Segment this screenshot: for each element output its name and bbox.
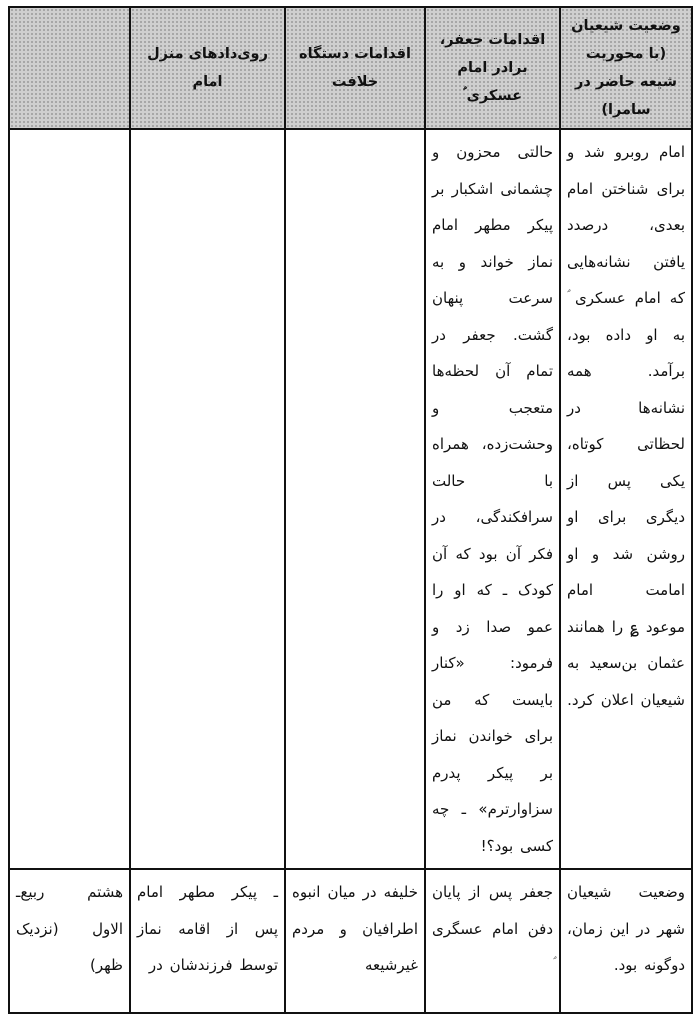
cell-house-events: ـ پیکر مطهر امام پس از اقامه نماز توسط فرزندشان در (130, 869, 285, 1013)
cell-date (9, 129, 130, 869)
header-jafar-actions: اقدامات جعفر، برادر امام عسکری ؑ (425, 7, 560, 129)
cell-house-events (130, 129, 285, 869)
table-header-row (9, 7, 692, 129)
header-house-events: روی‌دادهای منزل امام (130, 7, 285, 129)
cell-date: هشتم ربیع‌ـ الاول (نزدیک ظهر) (9, 869, 130, 1013)
header-caliphate-actions: اقدامات دستگاه خلافت (285, 7, 425, 129)
table-row (9, 129, 692, 869)
table-row (9, 869, 692, 1013)
cell-shia-status: وضعیت شیعیان شهر در این زمان، دوگونه بود. (560, 869, 692, 1013)
events-table (8, 6, 693, 1014)
cell-shia-status: امام روبرو شد و برای شناختن امام بعدی، درصدد یافتن نشانه‌هایی که امام عسکری ؑ به او داده بود، برآمد. همه نشانه‌ها در لحظاتی کوتاه، یکی پس از دیگری برای او روشن شد و او امامت امام موعود ؏ را همانند عثمان بن‌سعید به شیعیان اعلان کرد. (560, 129, 692, 869)
cell-caliphate-actions: خلیفه در میان انبوه اطرافیان و مردم غیرشیعه (285, 869, 425, 1013)
cell-jafar-actions: جعفر پس از پایان دفن امام عسگری (425, 869, 560, 1013)
header-date (9, 7, 130, 129)
cell-jafar-actions: حالتی محزون و چشمانی اشکبار بر پیکر مطهر امام نماز خواند و به سرعت پنهان گشت. جعفر در تمام آن لحظه‌ها متعجب و وحشت‌زده، همراه با حالت سرافکندگی، در فکر آن بود که آن کودک ـ که او را عمو صدا زد و فرمود: «کنار بایست که من برای خواندن نماز بر پیکر پدرم سزاوارترم» ـ چه کسی بود؟! (425, 129, 560, 869)
cell-caliphate-actions (285, 129, 425, 869)
header-shia-status: وضعیت شیعیان (با محوریت شیعه حاضر در سامرا) (560, 7, 692, 129)
